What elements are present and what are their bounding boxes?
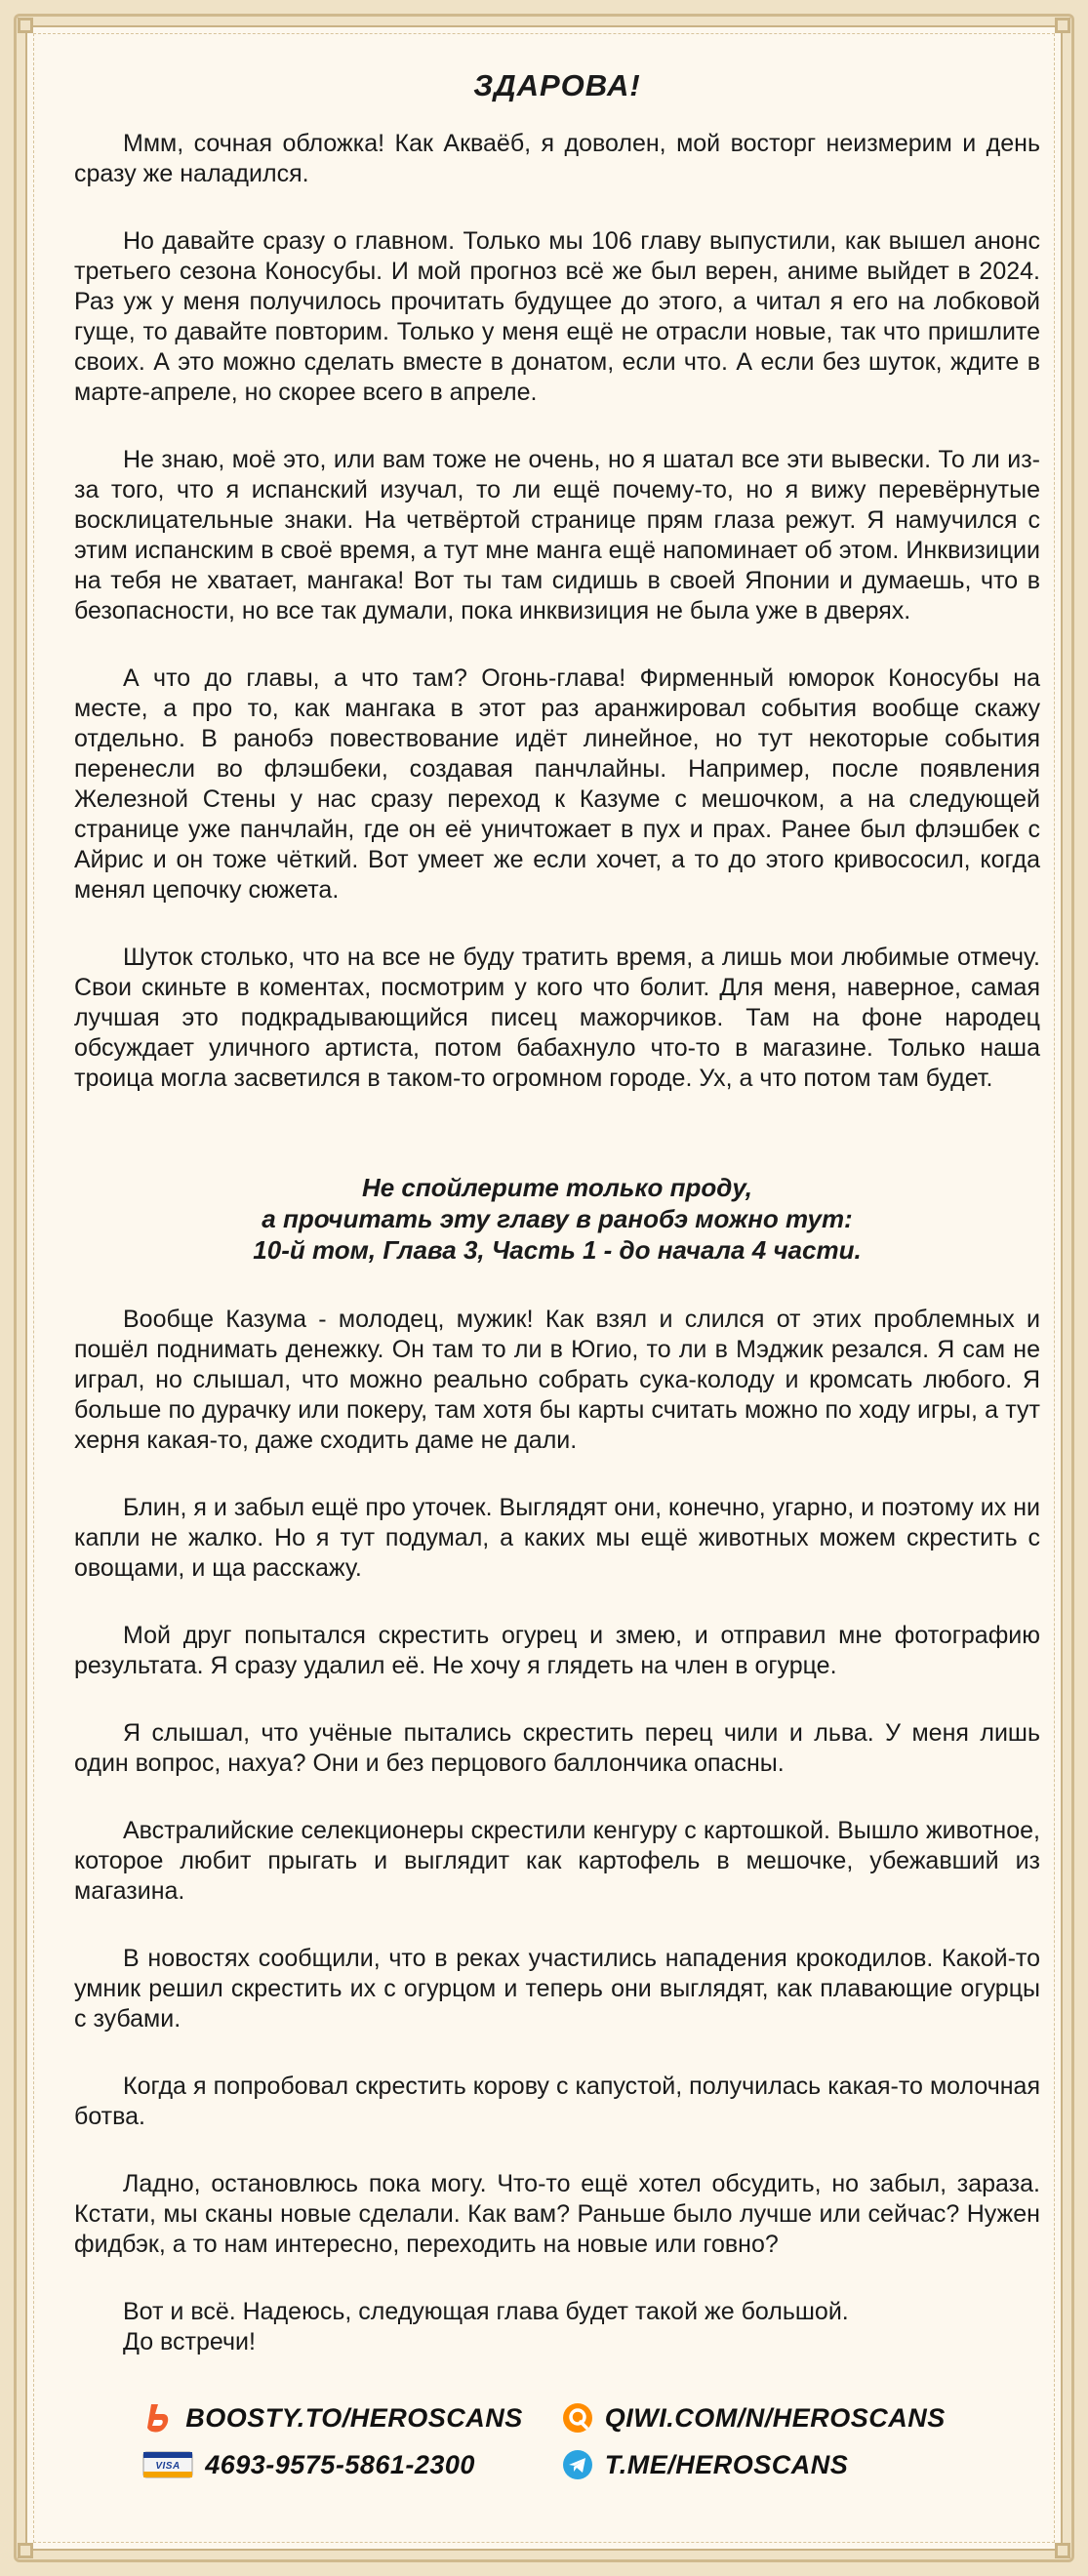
closing-line: Вот и всё. Надеюсь, следующая глава будет такой же большой. [123, 2298, 849, 2325]
footer-links [0, 2402, 1088, 2480]
paragraph: Ладно, остановлюсь пока могу. Что-то ещё хотел обсудить, но забыл, зараза. Кстати, мы сканы новые сделали. Как вам? Раньше было лучше или сейчас? Нужен фидбэк, а то нам интересно, переходить на новые или говно? [74, 2170, 1040, 2258]
paragraph: В новостях сообщили, что в реках участились нападения крокодилов. Какой-то умник решил скрестить их с огурцом и теперь они выглядят, как плавающие огурцы с зубами. [74, 1945, 1040, 2033]
spoiler-note-line: Не спойлерите только проду, [361, 1173, 753, 1202]
paragraph: Мой друг попытался скрестить огурец и змею, и отправил мне фотографию результата. Я сразу удалил её. Не хочу я глядеть на член в огурце. [74, 1622, 1040, 1679]
qiwi-icon [562, 2402, 593, 2434]
paragraph: Но давайте сразу о главном. Только мы 106 главу выпустили, как вышел анонс третьего сезона Коносубы. И мой прогноз всё же был верен, аниме выйдет в 2024. Раз уж у меня получилось прочитать будущее до этого, а читал я его на лобковой гуще, то давайте повторим. Только у меня ещё не отрасли новые, так что пришлите своих. А это можно сделать вместе в донатом, если что. А если без шуток, ждите в марте-апреле, но скорее всего в апреле. [74, 227, 1040, 406]
card-number-text: 4693-9575-5861-2300 [205, 2449, 475, 2479]
visa-card-icon [142, 2449, 193, 2480]
telegram-link[interactable] [562, 2449, 946, 2480]
card-number [142, 2449, 523, 2480]
paragraph: Вообще Казума - молодец, мужик! Как взял и слился от этих проблемных и пошёл поднимать денежку. Он там то ли в Югио, то ли в Мэджик резался. Я сам не играл, но слышал, что можно реально собрать сука-колоду и кромсать любого. Я больше по дурачку или покеру, там хотя бы карты считать можно по ходу игры, а тут херня какая-то, даже сходить даме не дали. [74, 1306, 1040, 1454]
corner-ornament [18, 18, 33, 33]
paragraph: Австралийские селекционеры скрестили кенгуру с картошкой. Вышло животное, которое любит прыгать и выглядит как картофель в мешочке, убежавший из магазина. [74, 1817, 1040, 1905]
telegram-url: T.ME/HEROSCANS [604, 2449, 849, 2479]
page-title: ЗДАРОВА! [473, 68, 641, 102]
paragraph: Ммм, сочная обложка! Как Акваёб, я доволен, мой восторг неизмерим и день сразу же наладился. [74, 130, 1040, 187]
boosty-url: BOOSTY.TO/HEROSCANS [185, 2402, 523, 2433]
boosty-icon [142, 2402, 174, 2434]
qiwi-link[interactable] [562, 2402, 946, 2434]
article [74, 68, 1040, 2395]
paragraph: Блин, я и забыл ещё про уточек. Выглядят они, конечно, угарно, и поэтому их ни капли не жалко. Но я тут подумал, а каких мы ещё животных можем скрестить с овощами, и ща расскажу. [74, 1494, 1040, 1582]
telegram-icon [562, 2449, 593, 2480]
paragraph: Не знаю, моё это, или вам тоже не очень, но я шатал все эти вывески. То ли из-за того, что я испанский изучал, то ли ещё почему-то, но я вижу перевёрнутые восклицательные знаки. На четвёртой странице прям глаза режут. Я намучился с этим испанским в своё время, а тут мне манга ещё напоминает об этом. Инквизиции на тебя не хватает, мангака! Вот ты там сидишь в своей Японии и думаешь, что в безопасности, но все так думали, пока инквизиция не была уже в дверях. [74, 446, 1040, 624]
spoiler-note-line: 10-й том, Глава 3, Часть 1 - до начала 4 части. [253, 1235, 862, 1265]
qiwi-url: QIWI.COM/N/HEROSCANS [604, 2402, 946, 2433]
closing-line: До встречи! [123, 2328, 256, 2355]
paragraph: Когда я попробовал скрестить корову с капустой, получилась какая-то молочная ботва. [74, 2073, 1040, 2130]
corner-ornament [1055, 2543, 1070, 2558]
spoiler-note-line: а прочитать эту главу в ранобэ можно тут: [262, 1204, 853, 1233]
visa-label: VISA [155, 2461, 181, 2472]
paragraph: Шуток столько, что на все не буду тратить время, а лишь мои любимые отмечу. Свои скиньте в коментах, посмотрим у кого что болит. Для меня, наверное, самая лучшая это подкрадывающийся писец мажорчиков. Там на фоне народец обсуждает уличного артиста, потом бабахнуло что-то в магазине. Только наша троица могла засветился в таком-то огромном городе. Ух, а что потом там будет. [74, 944, 1040, 1092]
paragraph: Я слышал, что учёные пытались скрестить перец чили и льва. У меня лишь один вопрос, нахуа? Они и без перцового баллончика опасны. [74, 1719, 1040, 1777]
corner-ornament [1055, 18, 1070, 33]
spoiler-note [74, 1172, 1040, 1266]
paragraph: А что до главы, а что там? Огонь-глава! Фирменный юморок Коносубы на месте, а про то, как мангака в этот раз аранжировал события вообще скажу отдельно. В ранобэ повествование идёт линейное, но тут некоторые события перенесли во флэшбеки, создавая панчлайны. Например, после появления Железной Стены у нас сразу переход к Казуме с мешочком, а на следующей странице уже панчлайн, где он её уничтожает в пух и прах. Ранее был флэшбек с Айрис и он тоже чёткий. Вот умеет же если хочет, а то до этого кривососил, когда менял цепочку сюжета. [74, 664, 1040, 904]
corner-ornament [18, 2543, 33, 2558]
boosty-link[interactable] [142, 2402, 523, 2434]
